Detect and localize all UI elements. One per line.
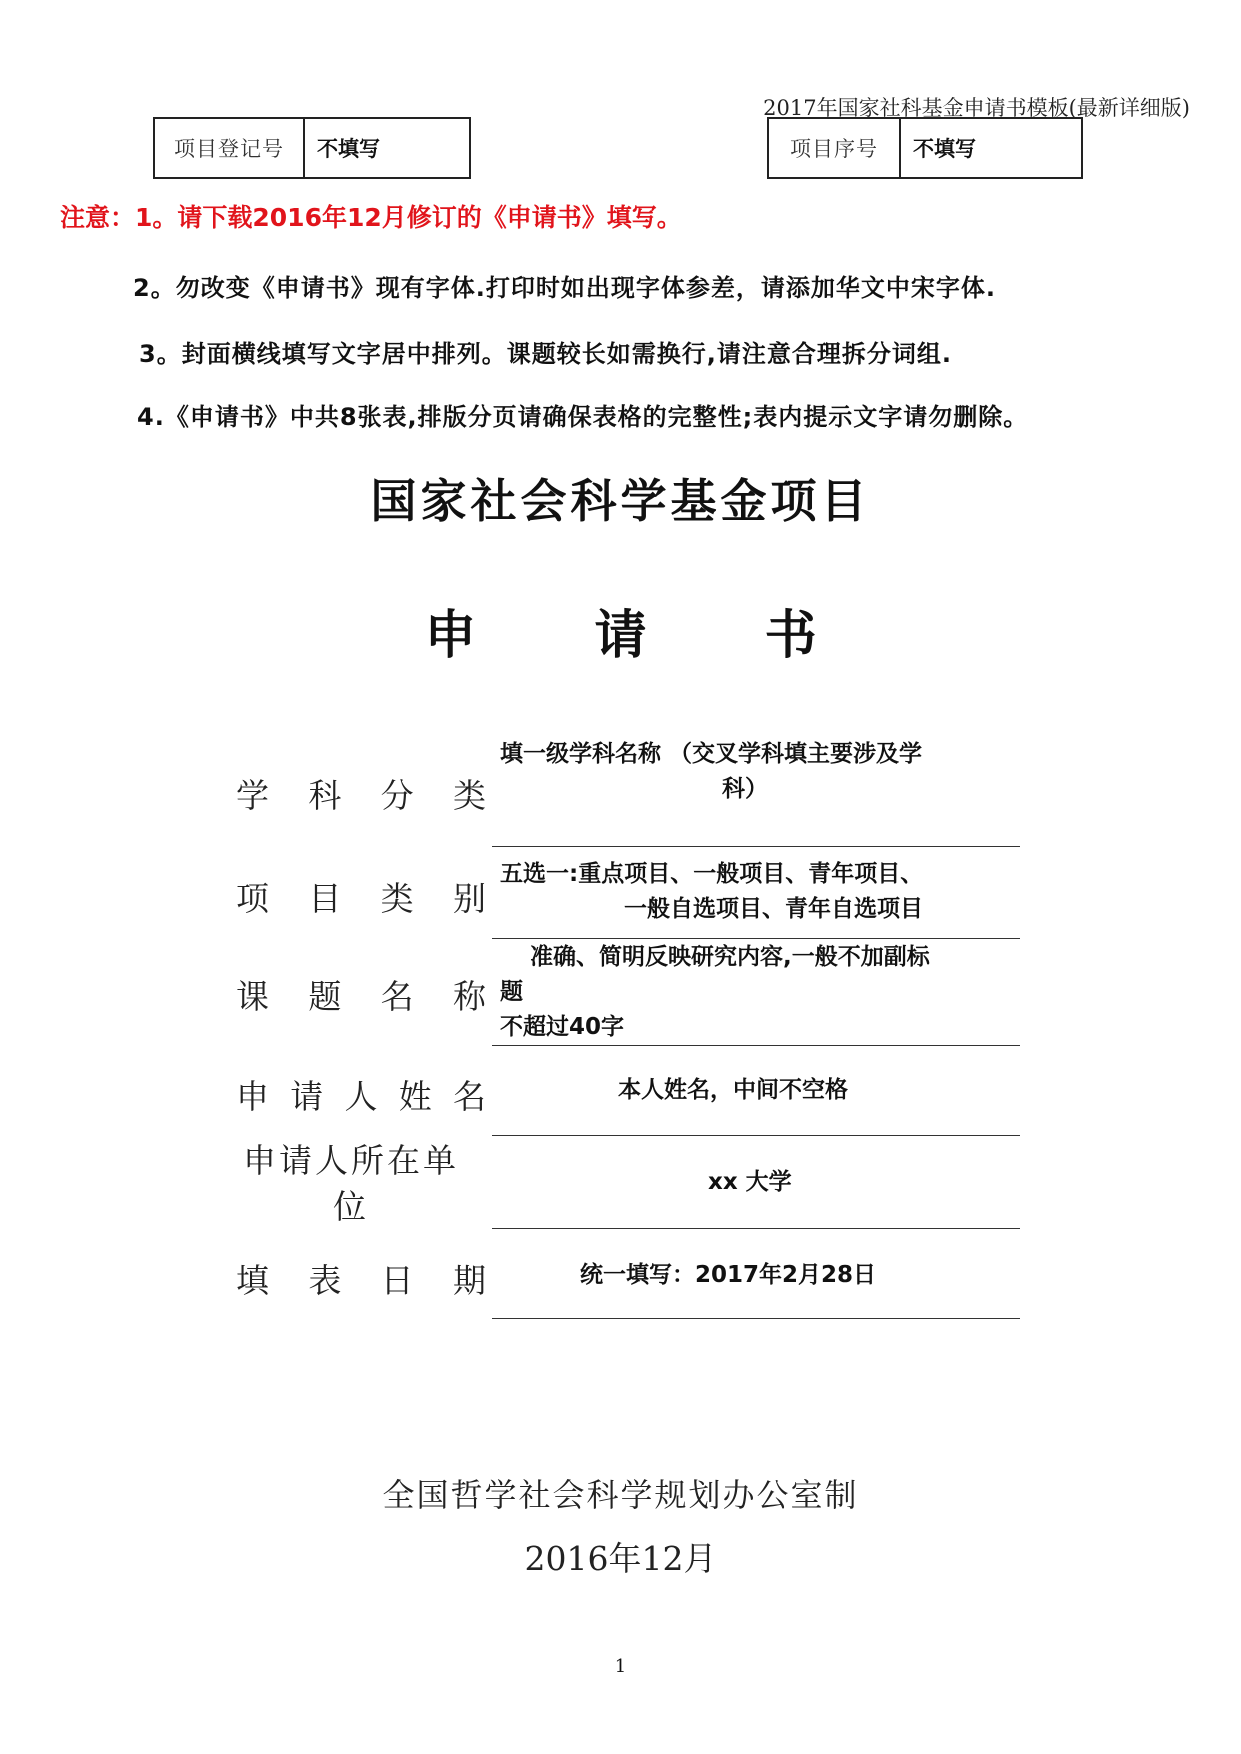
applicant-unit-label: 申请人所在单 位 <box>243 1141 459 1226</box>
topic-name-value[interactable]: 准确、简明反映研究内容,一般不加副标 题 不超过40字 <box>500 944 930 1040</box>
page-number: 1 <box>614 1656 627 1677</box>
registration-number-label: 项目登记号 <box>155 119 305 177</box>
applicant-unit-line <box>492 1228 1020 1229</box>
sub-title-char: 申 <box>424 606 477 666</box>
applicant-unit-value[interactable]: xx 大学 <box>708 1169 792 1195</box>
sequence-number-value: 不填写 <box>913 137 976 161</box>
note-3: 3。封面横线填写文字居中排列。课题较长如需换行,请注意合理拆分词组. <box>139 340 952 368</box>
note-4: 4.《申请书》中共8张表,排版分页请确保表格的完整性;表内提示文字请勿删除。 <box>137 403 1029 431</box>
sub-title-char: 请 <box>594 606 647 666</box>
topic-name-label: 课 题 名 称 <box>236 977 486 1016</box>
subject-category-label: 学 科 分 类 <box>236 776 486 815</box>
project-type-label: 项 目 类 别 <box>236 879 486 918</box>
note-red: 注意：1。请下载2016年12月修订的《申请书》填写。 <box>60 203 682 232</box>
subject-category-line <box>492 846 1020 847</box>
fill-date-label: 填 表 日 期 <box>236 1261 486 1300</box>
sequence-number-label: 项目序号 <box>769 119 901 177</box>
sub-title <box>0 593 1241 668</box>
note-2: 2。勿改变《申请书》现有字体.打印时如出现字体参差，请添加华文中宋字体. <box>133 274 996 302</box>
project-type-line <box>492 938 1020 939</box>
project-type-value[interactable]: 五选一:重点项目、一般项目、青年项目、 一般自选项目、青年自选项目 <box>500 861 924 922</box>
topic-name-line <box>492 1045 1020 1046</box>
subject-category-value[interactable]: 填一级学科名称 （交叉学科填主要涉及学 科） <box>500 741 923 802</box>
registration-number-box <box>153 117 471 179</box>
running-header: 2017年国家社科基金申请书模板(最新详细版) <box>763 96 1190 120</box>
applicant-name-line <box>492 1135 1020 1136</box>
registration-number-value: 不填写 <box>317 137 380 161</box>
issuing-office: 全国哲学社会科学规划办公室制 <box>382 1476 859 1514</box>
sub-title-char: 书 <box>764 606 817 666</box>
fill-date-line <box>492 1318 1020 1319</box>
applicant-name-value[interactable]: 本人姓名，中间不空格 <box>618 1077 848 1103</box>
fill-date-value[interactable]: 统一填写：2017年2月28日 <box>580 1262 877 1288</box>
sequence-number-box <box>767 117 1083 179</box>
issue-date: 2016年12月 <box>524 1539 717 1578</box>
main-title: 国家社会科学基金项目 <box>370 474 871 528</box>
applicant-name-label: 申 请 人 姓 名 <box>236 1077 486 1116</box>
